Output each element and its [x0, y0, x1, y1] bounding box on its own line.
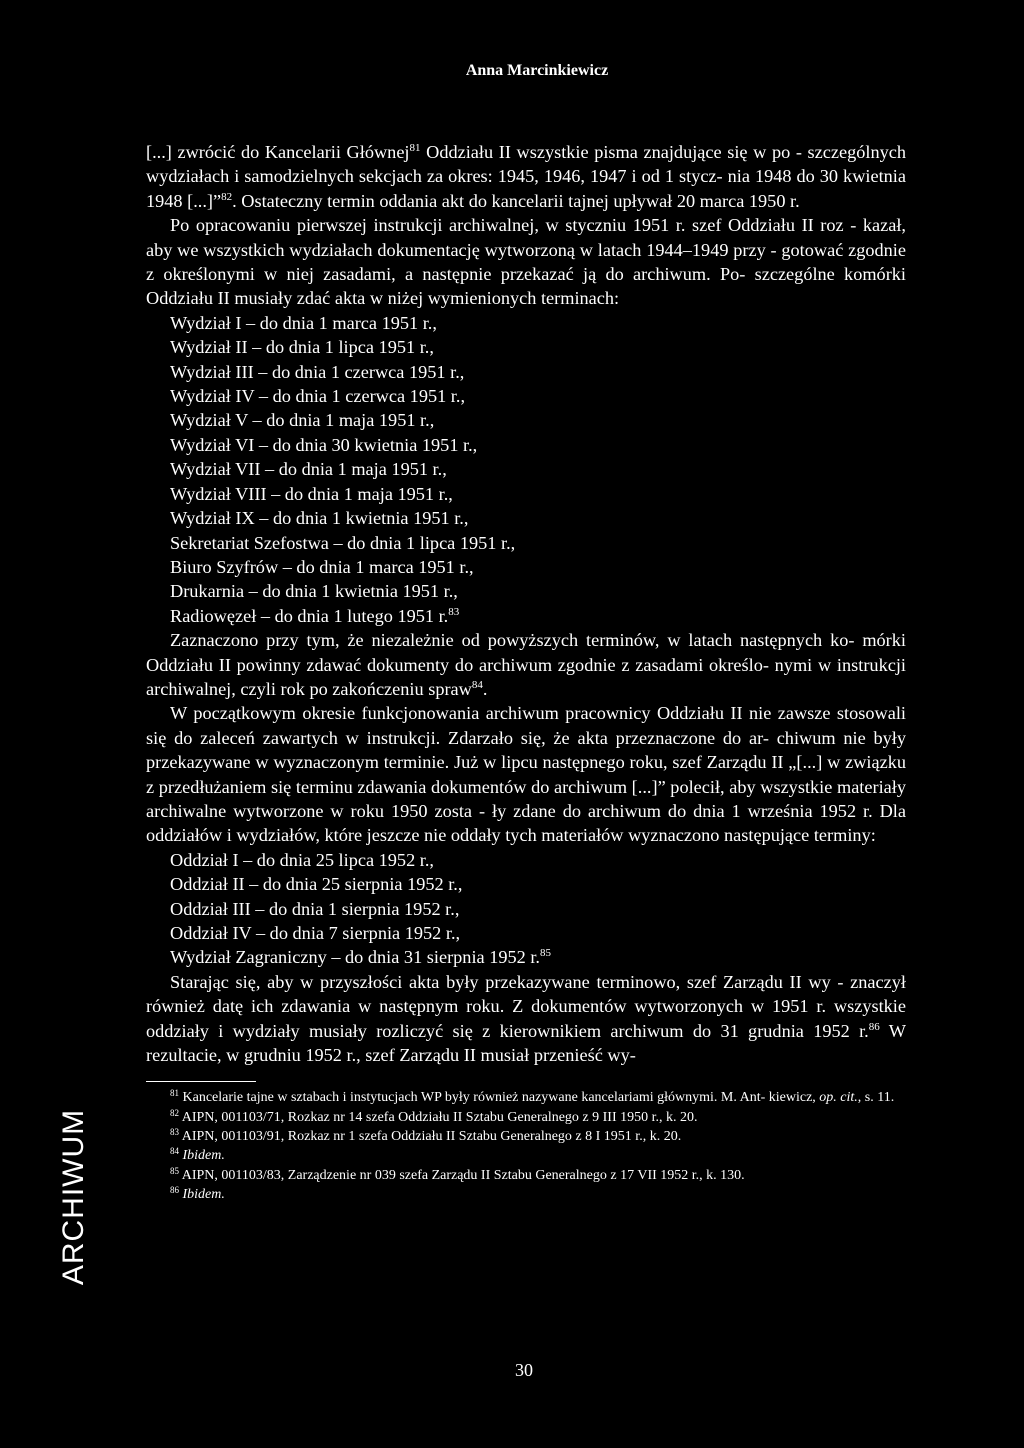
footnote [146, 1088, 906, 1107]
text-run: . Ostateczny termin oddania akt do kancelarii tajnej upływał 20 marca 1950 r. [232, 190, 800, 211]
list-item: Wydział VII – do dnia 1 maja 1951 r., [170, 459, 447, 480]
footnote-ref[interactable]: 81 [409, 142, 421, 154]
list-item: Wydział I – do dnia 1 marca 1951 r., [170, 312, 437, 333]
paragraph-rule [146, 628, 906, 701]
page-number: 30 [515, 1360, 533, 1380]
paragraph-quote [146, 140, 906, 213]
list-item: Wydział IX – do dnia 1 kwietnia 1951 r., [170, 508, 469, 529]
list-item: Wydział IV – do dnia 1 czerwca 1951 r., [170, 386, 466, 407]
footnote-ref[interactable]: 84 [471, 678, 483, 691]
footnote-text: AIPN, 001103/83, Zarządzenie nr 039 szefa Zarządu II Sztabu Generalnego z 17 VII 1952 r., k. 130. [181, 1167, 745, 1183]
text-run: Zaznaczono przy tym, że niezależnie od powyższych terminów, w latach następnych ko- mórki Oddziału II powinny zdawać dokumenty do archiwum zgodnie z zasadami określo- nymi w instrukcji archiwalnej, czyli rok po zakończeniu spraw [146, 630, 906, 699]
footnote-ref[interactable]: 86 [868, 1020, 880, 1033]
paragraph-instruction: Po opracowaniu pierwszej instrukcji archiwalnej, w styczniu 1951 r. szef Oddziału II roz - kazał, aby we wszystkich wydziałach dokumentację wytworzoną w latach 1944–1949 przy - gotować zgodnie z określonymi w niej zasadami, a następnie przekazać ją do archiwum. Po- szczególne komórki Oddziału II musiały zdać akta w niżej wymienionych terminach: [146, 215, 906, 309]
footnote-number: 83 [170, 1127, 179, 1138]
list-item: Wydział VI – do dnia 30 kwietnia 1951 r., [170, 434, 478, 455]
list-item: Oddział IV – do dnia 7 sierpnia 1952 r., [170, 923, 461, 943]
list-item [146, 945, 906, 969]
footnote-italic: Ibidem. [182, 1186, 225, 1202]
footnote-number: 81 [170, 1088, 179, 1099]
text-run: Radiowęzeł – do dnia 1 lutego 1951 r. [170, 605, 449, 626]
list-item: Oddział I – do dnia 25 lipca 1952 r., [170, 849, 435, 870]
footnote-ref[interactable]: 83 [448, 605, 460, 618]
footnote-text: AIPN, 001103/71, Rozkaz nr 14 szefa Oddziału II Sztabu Generalnego z 9 III 1950 r., k. 20. [181, 1109, 698, 1125]
text-run: [...] zwrócić do Kancelarii Głównej [146, 142, 410, 162]
running-header: Anna Marcinkiewicz [465, 62, 609, 79]
footnote [146, 1127, 906, 1146]
list-item: Oddział III – do dnia 1 sierpnia 1952 r., [170, 898, 460, 919]
main-text [146, 140, 906, 1204]
deadline-list-1952 [146, 848, 906, 970]
footnote-italic: Ibidem. [182, 1148, 225, 1164]
footnotes [146, 1088, 906, 1204]
text-run: . [482, 678, 488, 699]
footnote-number: 82 [170, 1107, 179, 1118]
text-run: Starając się, aby w przyszłości akta były przekazywane terminowo, szef Zarządu II wy - znaczył również datę ich zdawania w następnym roku. Z dokumentów wytworzonych w 1951 r. wszystkie oddziały i wydziały musiały rozliczyć się z kierownikiem archiwum do 31 grudnia 1952 r. [146, 971, 906, 1041]
footnote [146, 1185, 906, 1204]
footnote [146, 1108, 906, 1127]
paragraph-practice: W początkowym okresie funkcjonowania archiwum pracownicy Oddziału II nie zawsze stosowali się do zaleceń zawartych w instrukcji. Zdarzało się, że akta przeznaczone do ar- chiwum nie były przekazywane w wyznaczonym terminie. Już w lipcu następnego roku, szef Zarządu II „[...] w związku z przedłużaniem się terminu zdawania dokumentów do archiwum [...]” polecił, aby wszystkie materiały archiwalne wytworzone w roku 1950 zosta - ły zdane do archiwum do dnia 1 września 1952 r. Dla oddziałów i wydziałów, które jeszcze nie oddały tych materiałów wyznaczono następujące terminy: [146, 703, 906, 846]
list-item: Wydział III – do dnia 1 czerwca 1951 r., [170, 361, 465, 382]
text-run: Oddziału II wszystkie pisma znajdujące się w po - szczególnych wydziałach i samodzielnych sekcjach za okres: 1945, 1946, 1947 i od 1 stycz- nia 1948 do 30 kwietnia 1948 [...]” [146, 142, 906, 211]
text-run: W rezultacie, w grudniu 1952 r., szef Zarządu II musiał przenieść wy- [146, 1020, 906, 1066]
footnote-italic: op. cit. [819, 1090, 858, 1106]
list-item: Wydział II – do dnia 1 lipca 1951 r., [170, 337, 434, 358]
footnote-number: 84 [170, 1146, 179, 1157]
footnote [146, 1146, 906, 1165]
footnote-ref[interactable]: 82 [221, 190, 233, 203]
footnote-tail: , s. 11. [857, 1090, 895, 1106]
footnote [146, 1166, 906, 1185]
deadline-list-1951 [146, 311, 906, 628]
footnote-text: Kancelarie tajne w sztabach i instytucjach WP były również nazywane kancelariami głównymi. M. Ant- kiewicz, [182, 1090, 820, 1106]
footnote-number: 86 [170, 1184, 179, 1195]
footnote-text: AIPN, 001103/91, Rozkaz nr 1 szefa Oddziału II Sztabu Generalnego z 8 I 1951 r., k. 20. [181, 1129, 682, 1145]
list-item: Sekretariat Szefostwa – do dnia 1 lipca 1951 r., [170, 532, 516, 553]
list-item [146, 604, 906, 628]
section-side-label [54, 1092, 94, 1302]
footnote-number: 85 [170, 1165, 179, 1176]
list-item: Biuro Szyfrów – do dnia 1 marca 1951 r., [170, 556, 474, 577]
list-item: Drukarnia – do dnia 1 kwietnia 1951 r., [170, 581, 458, 602]
list-item: Wydział V – do dnia 1 maja 1951 r., [170, 410, 435, 431]
text-run: Wydział Zagraniczny – do dnia 31 sierpnia 1952 r. [170, 947, 540, 968]
paragraph-conclusion [146, 970, 906, 1068]
list-item: Wydział VIII – do dnia 1 maja 1951 r., [170, 483, 453, 504]
list-item: Oddział II – do dnia 25 sierpnia 1952 r., [170, 874, 463, 895]
footnote-divider [146, 1081, 256, 1082]
side-label-text: ARCHIWUM [57, 1108, 90, 1286]
footnote-ref[interactable]: 85 [540, 947, 551, 960]
